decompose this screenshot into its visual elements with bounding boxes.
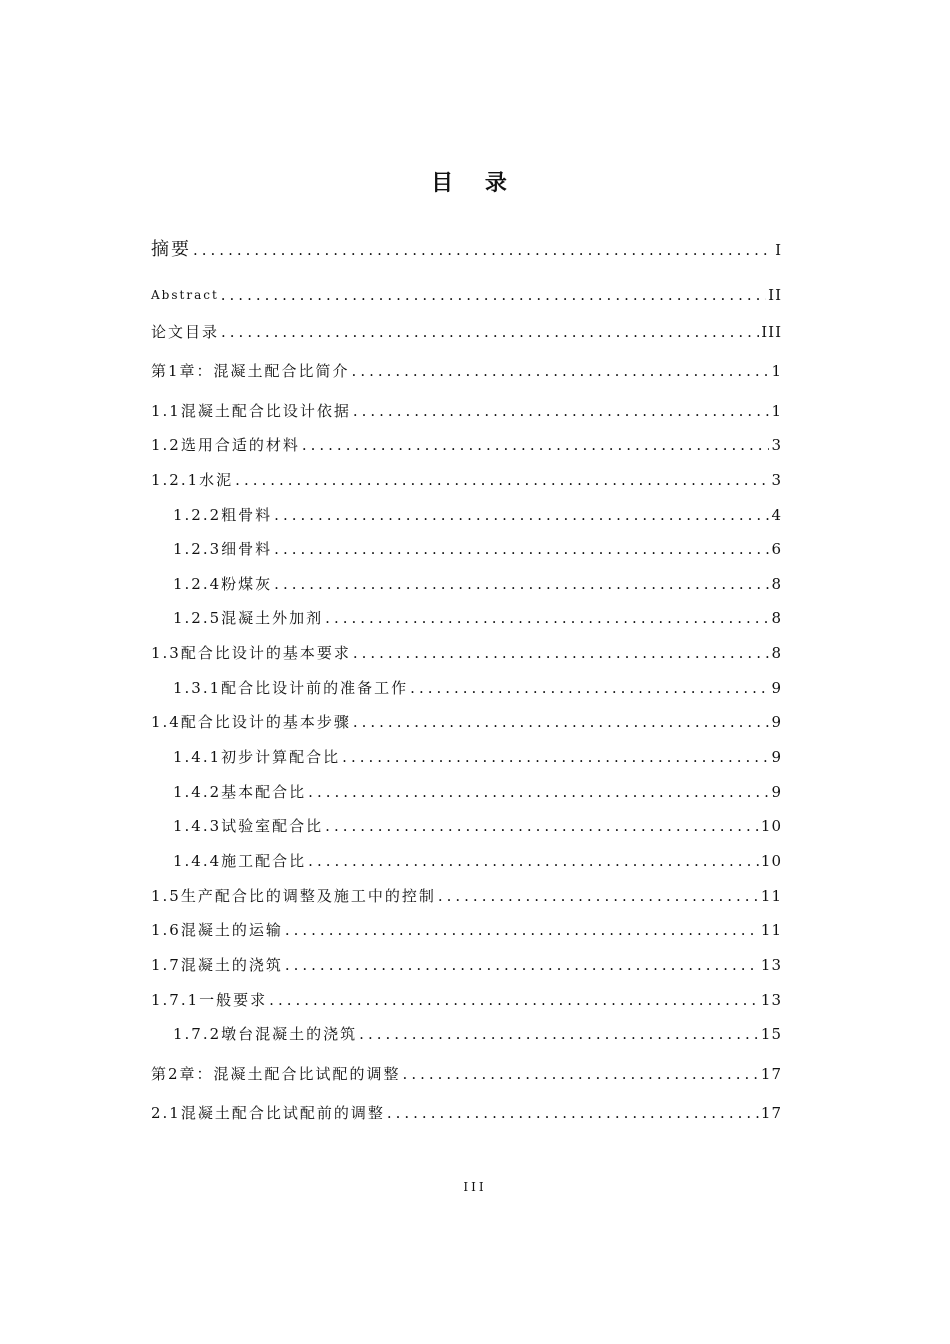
toc-entry-section-1-4[interactable] xyxy=(151,708,782,732)
toc-entry-label: 论文目录 xyxy=(151,323,220,341)
toc-entry-page: 9 xyxy=(771,679,782,697)
toc-dot-leader xyxy=(403,1064,759,1084)
toc-dot-leader xyxy=(274,574,769,594)
toc-entry-label: 1.2选用合适的材料 xyxy=(151,436,300,454)
toc-dot-leader xyxy=(274,539,769,559)
toc-entry-label: 1.3配合比设计的基本要求 xyxy=(151,644,351,662)
toc-dot-leader xyxy=(285,920,759,940)
toc-entry-section-1-5[interactable] xyxy=(151,882,782,906)
toc-entry-page: I xyxy=(775,241,782,259)
toc-dot-leader xyxy=(193,240,773,260)
toc-entry-page: 17 xyxy=(760,1065,782,1083)
toc-entry-page: 1 xyxy=(771,362,782,380)
toc-entry-label: 1.2.3细骨料 xyxy=(173,540,273,558)
toc-entry-label: 1.4配合比设计的基本步骤 xyxy=(151,713,351,731)
toc-entry-page: 13 xyxy=(760,991,782,1009)
toc-entry-page: 1 xyxy=(771,402,782,420)
toc-dot-leader xyxy=(353,712,770,732)
toc-entry-section-1-2-4[interactable] xyxy=(173,570,782,594)
toc-entry-page: 11 xyxy=(760,921,782,939)
toc-dot-leader xyxy=(221,285,766,305)
toc-dot-leader xyxy=(359,1024,759,1044)
toc-entry-section-1-7[interactable] xyxy=(151,951,782,975)
toc-entry-page: 17 xyxy=(760,1104,782,1122)
toc-entry-page: 9 xyxy=(771,748,782,766)
toc-dot-leader xyxy=(285,955,759,975)
toc-entry-label: 1.4.2基本配合比 xyxy=(173,783,307,801)
toc-entry-section-1-1[interactable] xyxy=(151,397,782,421)
toc-entry-page: 10 xyxy=(760,852,782,870)
toc-entry-section-1-2-5[interactable] xyxy=(173,604,782,628)
toc-entry-label: 1.7.2墩台混凝土的浇筑 xyxy=(173,1025,358,1043)
toc-entry-label: 1.5生产配合比的调整及施工中的控制 xyxy=(151,887,436,905)
toc-dot-leader xyxy=(325,816,759,836)
toc-entry-section-1-2-3[interactable] xyxy=(173,535,782,559)
toc-entry-label: 1.2.4粉煤灰 xyxy=(173,575,273,593)
toc-entry-page: 6 xyxy=(771,540,782,558)
toc-dot-leader xyxy=(387,1103,759,1123)
toc-entry-label: 第1章：混凝土配合比简介 xyxy=(151,362,350,380)
toc-entry-page: 11 xyxy=(760,887,782,905)
toc-entry-label: 1.7混凝土的浇筑 xyxy=(151,956,283,974)
toc-entry-label: 1.3.1配合比设计前的准备工作 xyxy=(173,679,409,697)
toc-entry-label: Abstract xyxy=(151,288,219,302)
toc-dot-leader xyxy=(302,435,770,455)
toc-entry-label: 1.7.1一般要求 xyxy=(151,991,268,1009)
page-title: 目 录 xyxy=(431,171,519,196)
toc-entry-label: 2.1混凝土配合比试配前的调整 xyxy=(151,1104,385,1122)
toc-entry-chapter-2[interactable] xyxy=(151,1060,782,1084)
toc-entry-section-1-6[interactable] xyxy=(151,916,782,940)
toc-entry-page: III xyxy=(761,323,782,341)
toc-entry-section-1-4-2[interactable] xyxy=(173,778,782,802)
toc-entry-label: 1.6混凝土的运输 xyxy=(151,921,283,939)
toc-dot-leader xyxy=(353,643,770,663)
toc-entry-label: 第2章：混凝土配合比试配的调整 xyxy=(151,1065,401,1083)
toc-entry-section-1-4-4[interactable] xyxy=(173,847,782,871)
toc-entry-label: 1.2.5混凝土外加剂 xyxy=(173,609,324,627)
toc-entry-page: 8 xyxy=(771,609,782,627)
toc-entry-abstract-en[interactable] xyxy=(151,281,782,305)
toc-entry-section-1-2-2[interactable] xyxy=(173,501,782,525)
toc-dot-leader xyxy=(274,505,769,525)
toc-dot-leader xyxy=(308,851,759,871)
toc-entry-section-1-4-3[interactable] xyxy=(173,812,782,836)
toc-entry-page: 3 xyxy=(771,436,782,454)
toc-entry-chapter-1[interactable] xyxy=(151,357,782,381)
toc-entry-page: 10 xyxy=(760,817,782,835)
toc-entry-page: 15 xyxy=(760,1025,782,1043)
toc-entry-label: 1.2.1水泥 xyxy=(151,471,234,489)
toc-entry-section-1-7-1[interactable] xyxy=(151,986,782,1010)
toc-dot-leader xyxy=(308,782,769,802)
toc-entry-page: II xyxy=(768,286,782,304)
toc-entry-page: 4 xyxy=(771,506,782,524)
toc-entry-page: 9 xyxy=(771,783,782,801)
toc-entry-label: 1.4.1初步计算配合比 xyxy=(173,748,341,766)
toc-entry-section-1-2-1[interactable] xyxy=(151,466,782,490)
toc-entry-page: 8 xyxy=(771,575,782,593)
toc-entry-section-2-1[interactable] xyxy=(151,1099,782,1123)
toc-entry-page: 3 xyxy=(771,471,782,489)
toc-entry-label: 1.4.3试验室配合比 xyxy=(173,817,324,835)
toc-entry-label: 1.2.2粗骨料 xyxy=(173,506,273,524)
toc-entry-page: 13 xyxy=(760,956,782,974)
toc-entry-page: 8 xyxy=(771,644,782,662)
toc-dot-leader xyxy=(221,322,759,342)
toc-entry-section-1-2[interactable] xyxy=(151,431,782,455)
toc-dot-leader xyxy=(269,990,759,1010)
toc-entry-section-1-4-1[interactable] xyxy=(173,743,782,767)
page-number-footer: III xyxy=(463,1180,487,1194)
toc-entry-page: 9 xyxy=(771,713,782,731)
toc-dot-leader xyxy=(410,678,769,698)
toc-dot-leader xyxy=(235,470,769,490)
toc-dot-leader xyxy=(342,747,769,767)
toc-dot-leader xyxy=(353,401,770,421)
toc-dot-leader xyxy=(352,361,770,381)
toc-entry-section-1-7-2[interactable] xyxy=(173,1020,782,1044)
toc-dot-leader xyxy=(325,608,769,628)
toc-entry-label: 1.4.4施工配合比 xyxy=(173,852,307,870)
toc-entry-section-1-3-1[interactable] xyxy=(173,674,782,698)
toc-entry-abstract-cn[interactable] xyxy=(151,236,782,260)
toc-dot-leader xyxy=(438,886,759,906)
toc-entry-label: 1.1混凝土配合比设计依据 xyxy=(151,402,351,420)
toc-entry-section-1-3[interactable] xyxy=(151,639,782,663)
toc-entry-contents[interactable] xyxy=(151,318,782,342)
toc-entry-label: 摘要 xyxy=(151,239,191,260)
